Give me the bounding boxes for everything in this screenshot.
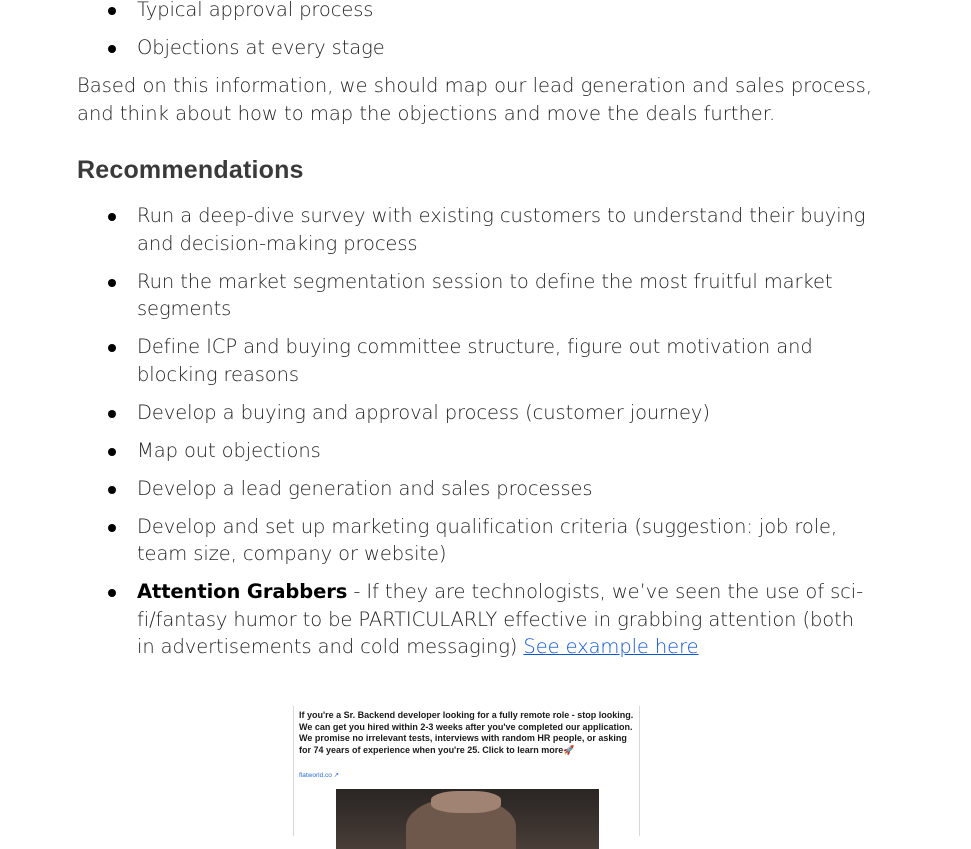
- bullet-icon: [108, 45, 116, 53]
- bullet-icon: [108, 410, 116, 418]
- ad-url: flatworld.co ↗: [299, 772, 340, 779]
- list-item-text: Develop and set up marketing qualification criteria (suggestion: job role, team size, company or website): [137, 514, 838, 565]
- list-item-text: Map out objections: [137, 438, 321, 462]
- list-item: [77, 0, 877, 24]
- bullet-icon: [108, 279, 116, 287]
- list-item-text: Typical approval process: [137, 0, 374, 21]
- bullet-icon: [108, 7, 116, 15]
- recommendations-heading: Recommendations: [77, 156, 304, 184]
- bullet-icon: [108, 589, 116, 597]
- list-item: [77, 202, 877, 257]
- list-item-text: Run the market segmentation session to define the most fruitful market segments: [137, 269, 833, 320]
- bullet-icon: [108, 344, 116, 352]
- top-bullet-list: [0, 0, 877, 71]
- list-item: [77, 268, 877, 323]
- list-item: [77, 333, 877, 388]
- attention-grabbers-label: Attention Grabbers: [137, 580, 348, 603]
- list-item-text: Run a deep-dive survey with existing customers to understand their buying and decision-making process: [137, 204, 866, 255]
- list-item: [77, 513, 877, 568]
- ad-example-image: [293, 706, 640, 836]
- summary-paragraph: Based on this information, we should map our lead generation and sales process, and think about how to map the objections and move the deals further.: [77, 74, 873, 125]
- ad-photo: [336, 789, 599, 849]
- list-item-text: Objections at every stage: [137, 35, 385, 59]
- list-item-text: Define ICP and buying committee structure, figure out motivation and blocking reasons: [137, 335, 813, 386]
- list-item-text: Develop a lead generation and sales processes: [137, 476, 593, 500]
- ad-copy-text: If you're a Sr. Backend developer looking for a fully remote role - stop looking. We can get you hired within 2-3 weeks after you've completed our application. We promise no irrelevant tests, interviews with random HR people, or asking for 74 years of experience when you're 25. Click to learn more🚀: [299, 710, 634, 755]
- list-item-text: Develop a buying and approval process (customer journey): [137, 400, 710, 424]
- see-example-link[interactable]: See example here: [523, 635, 699, 658]
- attention-grabbers-text: - If they are technologists, we’ve seen the use of sci-fi/fantasy humor to be PARTICULARLY effective in grabbing attention (both in advertisements and cold messaging): [137, 580, 864, 658]
- bullet-icon: [108, 486, 116, 494]
- list-item: [77, 34, 877, 62]
- list-item: [77, 437, 877, 465]
- list-item: [77, 399, 877, 427]
- bullet-icon: [108, 524, 116, 532]
- photo-hands: [431, 791, 501, 813]
- bullet-icon: [108, 448, 116, 456]
- list-item: [77, 475, 877, 503]
- bullet-icon: [108, 213, 116, 221]
- recommendations-list: [0, 202, 877, 671]
- attention-grabbers-item: [77, 578, 877, 661]
